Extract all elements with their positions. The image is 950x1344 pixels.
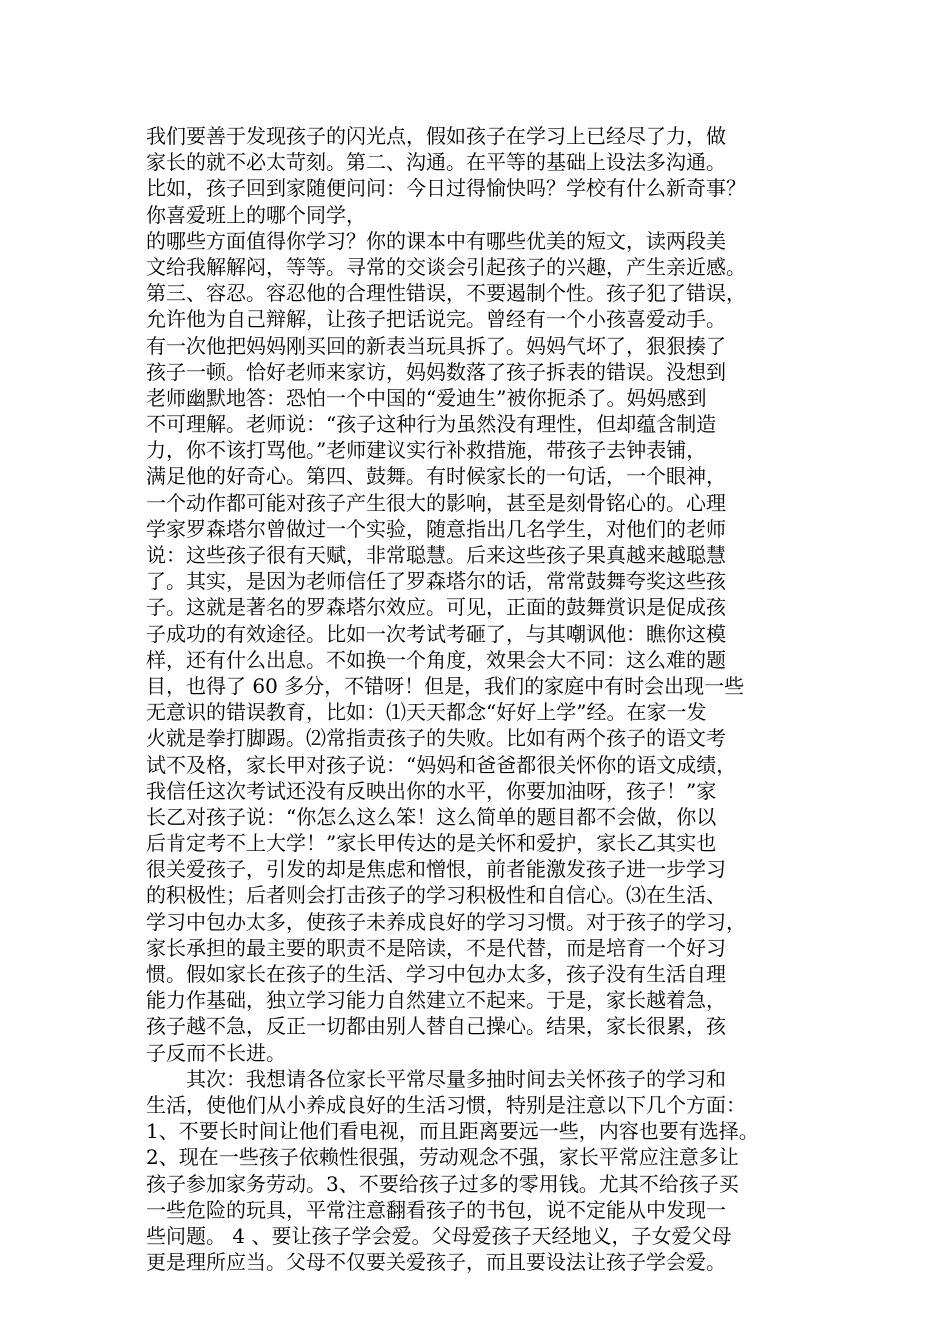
text-line: 的积极性；后者则会打击孩子的学习积极性和自信心。⑶在生活、 (146, 883, 726, 908)
text-line: 1、不要长时间让他们看电视，而且距离要远一些，内容也要有选择。 (146, 1119, 759, 1144)
text-line: 了。其实，是因为老师信任了罗森塔尔的话，常常鼓舞夸奖这些孩 (146, 569, 726, 594)
text-line: 一些危险的玩具，平常注意翻看孩子的书包，说不定能从中发现一 (146, 1197, 726, 1222)
text-line: 孩子参加家务劳动。3、不要给孩子过多的零用钱。尤其不给孩子买 (146, 1171, 739, 1196)
text-line: 些问题。 4 、要让孩子学会爱。父母爱孩子天经地义，子女爱父母 (146, 1223, 732, 1248)
text-line: 子成功的有效途径。比如一次考试考砸了，与其嘲讽他：瞧你这模 (146, 621, 726, 646)
text-line: 目，也得了 60 多分，不错呀！但是，我们的家庭中有时会出现一些 (146, 673, 745, 698)
text-line: 一个动作都可能对孩子产生很大的影响，甚至是刻骨铭心的。心理 (146, 490, 726, 515)
text-line: 我们要善于发现孩子的闪光点，假如孩子在学习上已经尽了力，做 (146, 124, 726, 148)
text-line: 老师幽默地答：恐怕一个中国的“爱迪生”被你扼杀了。妈妈感到 (146, 385, 707, 410)
text-line: 试不及格，家长甲对孩子说：“妈妈和爸爸都很关怀你的语文成绩， (146, 752, 737, 777)
text-line: 你喜爱班上的哪个同学， (146, 202, 366, 227)
text-line: 无意识的错误教育，比如：⑴天天都念“好好上学”经。在家一发 (146, 700, 707, 725)
text-line: 第三、容忍。容忍他的合理性错误，不要遏制个性。孩子犯了错误， (146, 281, 746, 306)
text-line: 允许他为自己辩解，让孩子把话说完。曾经有一个小孩喜爱动手。 (146, 307, 726, 332)
text-line: 火就是拳打脚踢。⑵常指责孩子的失败。比如有两个孩子的语文考 (146, 726, 726, 751)
text-line: 家长承担的最主要的职责不是陪读，不是代替，而是培育一个好习 (146, 935, 726, 960)
text-line: 更是理所应当。父母不仅要关爱孩子，而且要设法让孩子学会爱。 (146, 1250, 726, 1275)
body-text (146, 123, 836, 1275)
text-line: 比如，孩子回到家随便问问：今日过得愉快吗？学校有什么新奇事？ (146, 176, 746, 201)
text-line: 惯。假如家长在孩子的生活、学习中包办太多，孩子没有生活自理 (146, 962, 726, 986)
text-line: 孩子越不急，反正一切都由别人替自己操心。结果，家长很累，孩 (146, 1014, 726, 1039)
text-line: 其次：我想请各位家长平常尽量多抽时间去关怀孩子的学习和 (146, 1066, 726, 1091)
text-line: 我信任这次考试还没有反映出你的水平，你要加油呀，孩子！”家 (146, 778, 717, 803)
text-line: 生活，使他们从小养成良好的生活习惯，特别是注意以下几个方面： (146, 1092, 746, 1117)
text-line: 说：这些孩子很有天赋，非常聪慧。后来这些孩子果真越来越聪慧 (146, 543, 726, 567)
text-line: 子反而不长进。 (146, 1040, 286, 1065)
text-line: 子。这就是著名的罗森塔尔效应。可见，正面的鼓舞赏识是促成孩 (146, 595, 726, 620)
text-line: 不可理解。老师说：“孩子这种行为虽然没有理性，但却蕴含制造 (146, 412, 717, 437)
text-line: 有一次他把妈妈刚买回的新表当玩具拆了。妈妈气坏了，狠狠揍了 (146, 333, 726, 358)
text-line: 满足他的好奇心。第四、鼓舞。有时候家长的一句话，一个眼神， (146, 464, 726, 489)
text-line: 2、现在一些孩子依赖性很强，劳动观念不强，家长平常应注意多让 (146, 1145, 739, 1170)
text-line: 很关爱孩子，引发的却是焦虑和憎恨，前者能激发孩子进一步学习 (146, 857, 726, 882)
text-line: 家长的就不必太苛刻。第二、沟通。在平等的基础上设法多沟通。 (146, 150, 726, 175)
text-line: 的哪些方面值得你学习？你的课本中有哪些优美的短文，读两段美 (146, 228, 726, 253)
text-line: 样，还有什么出息。不如换一个角度，效果会大不同：这么难的题 (146, 647, 726, 672)
text-line: 能力作基础，独立学习能力自然建立不起来。于是，家长越着急， (146, 988, 726, 1013)
text-line: 学习中包办太多，使孩子未养成良好的学习习惯。对于孩子的学习， (146, 909, 746, 934)
text-line: 力，你不该打骂他。”老师建议实行补救措施，带孩子去钟表铺， (146, 438, 707, 463)
text-line: 文给我解解闷，等等。寻常的交谈会引起孩子的兴趣，产生亲近感。 (146, 254, 746, 279)
text-line: 后肯定考不上大学！”家长甲传达的是关怀和爱护，家长乙其实也 (146, 831, 717, 856)
text-line: 长乙对孩子说：“你怎么这么笨！这么简单的题目都不会做，你以 (146, 804, 717, 829)
text-line: 学家罗森塔尔曾做过一个实验，随意指出几名学生，对他们的老师 (146, 516, 726, 541)
text-line: 孩子一顿。恰好老师来家访，妈妈数落了孩子拆表的错误。没想到 (146, 359, 726, 384)
